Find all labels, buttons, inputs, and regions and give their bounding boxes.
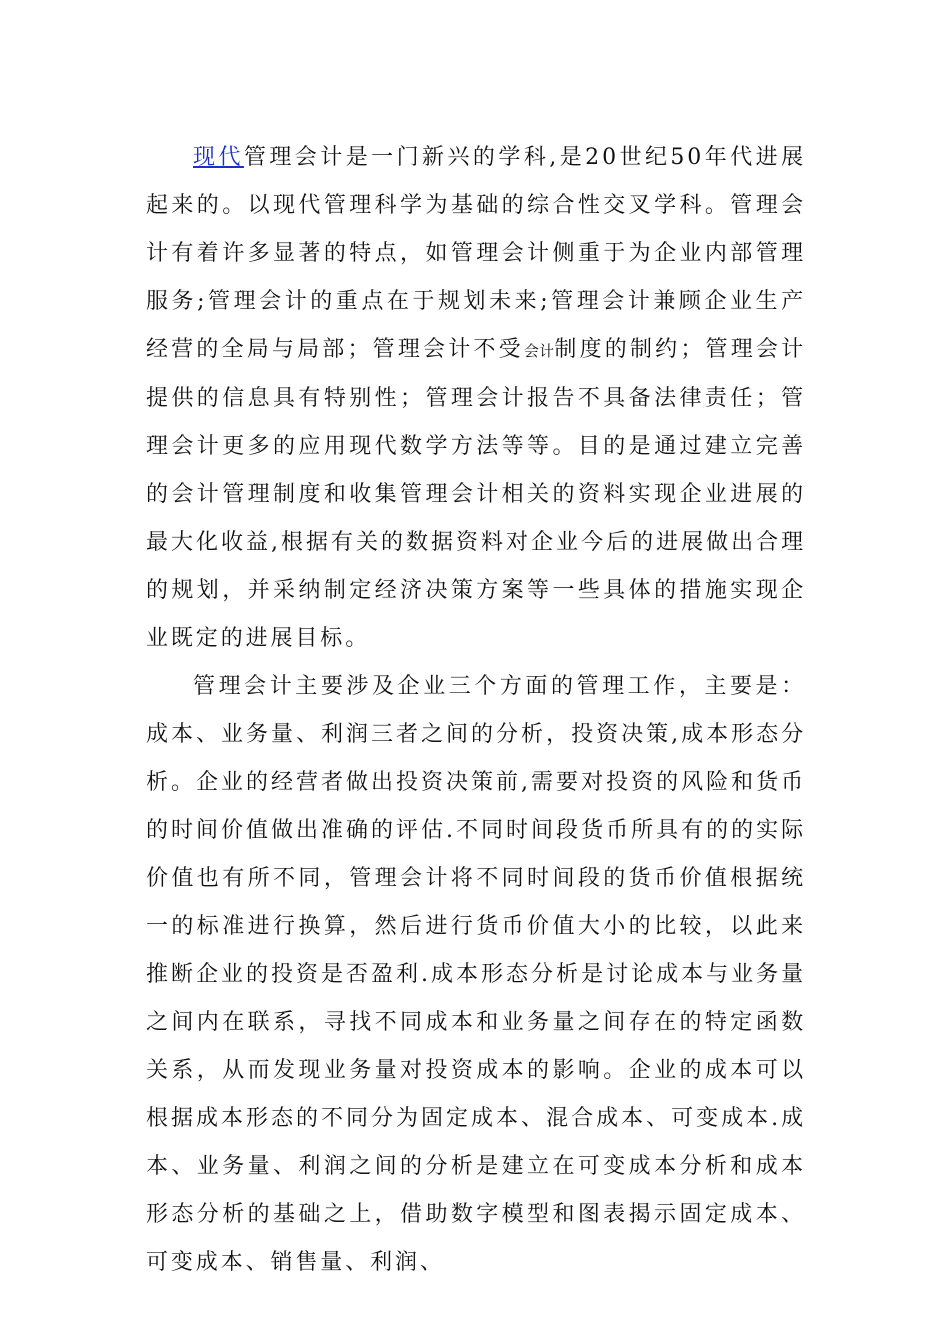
paragraph-2-text: 管理会计主要涉及企业三个方面的管理工作，主要是：成本、业务量、利润三者之间的分析，投资决策,成本形态分析。企业的经营者做出投资决策前,需要对投资的风险和货币的时间价值做出准确的评估.不同时间段货币所具有的的实际价值也有所不同，管理会计将不同时间段的货币价值根据统一的标准进行换算，然后进行货币价值大小的比较，以此来推断企业的投资是否盈利.成本形态分析是讨论成本与业务量之间内在联系，寻找不同成本和业务量之间存在的特定函数关系，从而发现业务量对投资成本的影响。企业的成本可以根据成本形态的不同分为固定成本、混合成本、可变成本.成本、业务量、利润之间的分析是建立在可变成本分析和成本形态分析的基础之上，借助数字模型和图表揭示固定成本、可变成本、销售量、利润、 xyxy=(146,674,806,1275)
paragraph-2 xyxy=(146,663,806,1287)
paragraph-1-text-a: 管理会计是一门新兴的学科,是20世纪50年代进展起来的。以现代管理科学为基础的综合性交叉学科。管理会计有着许多显著的特点，如管理会计侧重于为企业内部管理服务;管理会计的重点在于规划未来;管理会计兼顾企业生产经营的全局与局部；管理会计不受 xyxy=(146,145,806,362)
document-body xyxy=(146,134,806,1287)
link-xiandai[interactable]: 现代 xyxy=(193,145,244,170)
paragraph-1-small-text: 会计 xyxy=(523,342,555,360)
paragraph-1-text-b: 制度的制约；管理会计提供的信息具有特别性；管理会计报告不具备法律责任；管理会计更多的应用现代数学方法等等。目的是通过建立完善的会计管理制度和收集管理会计相关的资料实现企业进展的最大化收益,根据有关的数据资料对企业今后的进展做出合理的规划，并采纳制定经济决策方案等一些具体的措施实现企业既定的进展目标。 xyxy=(146,337,806,651)
paragraph-1 xyxy=(146,134,806,663)
